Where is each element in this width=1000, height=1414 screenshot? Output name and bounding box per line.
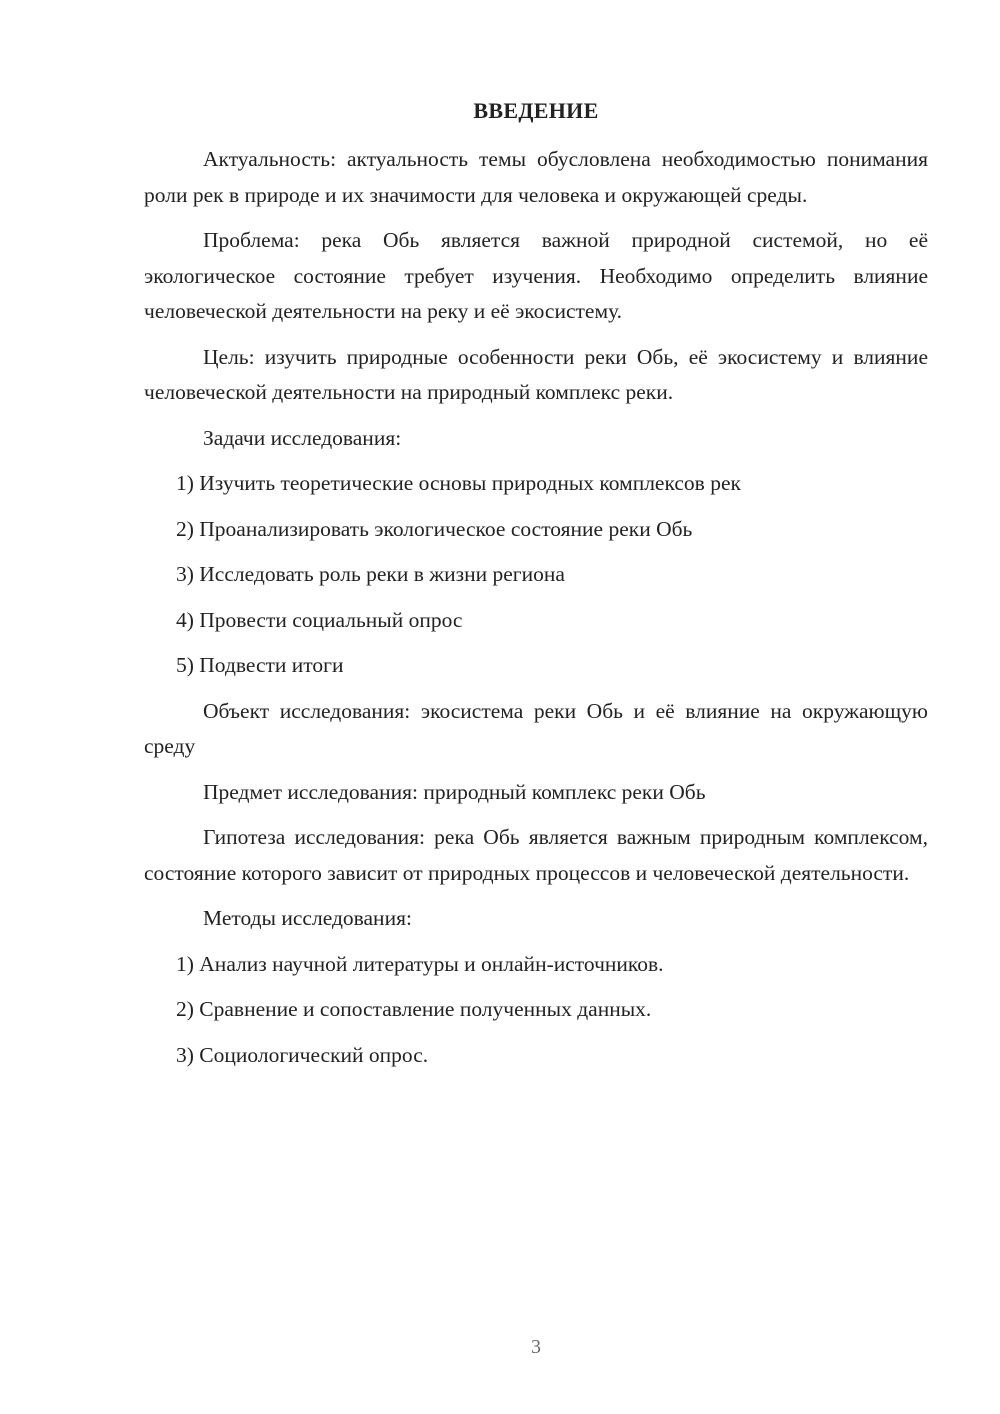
subject-paragraph: Предмет исследования: природный комплекс реки Обь bbox=[203, 779, 706, 804]
relevance-paragraph: Актуальность: актуальность темы обусловлена необходимостью понимания роли рек в природе и их значимости для человека и окружающей среды. bbox=[144, 147, 928, 207]
task-item: 5) Подвести итоги bbox=[176, 653, 344, 677]
goal-paragraph: Цель: изучить природные особенности реки Обь, её экосистему и влияние человеческой деятельности на природный комплекс реки. bbox=[144, 344, 928, 404]
document-body bbox=[144, 142, 928, 1083]
methods-heading: Методы исследования: bbox=[203, 906, 412, 930]
object-paragraph: Объект исследования: экосистема реки Обь и её влияние на окружающую среду bbox=[144, 698, 928, 758]
page-title: ВВЕДЕНИЕ bbox=[473, 98, 599, 123]
method-item: 1) Анализ научной литературы и онлайн-источников. bbox=[176, 951, 664, 976]
method-item: 2) Сравнение и сопоставление полученных данных. bbox=[176, 997, 652, 1021]
task-item: 4) Провести социальный опрос bbox=[176, 607, 463, 632]
tasks-heading: Задачи исследования: bbox=[203, 425, 402, 450]
page-number: 3 bbox=[531, 1336, 541, 1358]
task-item: 3) Исследовать роль реки в жизни региона bbox=[176, 562, 565, 586]
hypothesis-paragraph: Гипотеза исследования: река Обь является важным природным комплексом, состояние которого зависит от природных процессов и человеческой деятельности. bbox=[144, 825, 928, 885]
task-item: 2) Проанализировать экологическое состояние реки Обь bbox=[176, 516, 693, 541]
problem-paragraph: Проблема: река Обь является важной природной системой, но её экологическое состояние требует изучения. Необходимо определить влияние человеческой деятельности на реку и её экосистему. bbox=[144, 228, 928, 323]
method-item: 3) Социологический опрос. bbox=[176, 1042, 429, 1067]
task-item: 1) Изучить теоретические основы природных комплексов рек bbox=[176, 471, 741, 495]
